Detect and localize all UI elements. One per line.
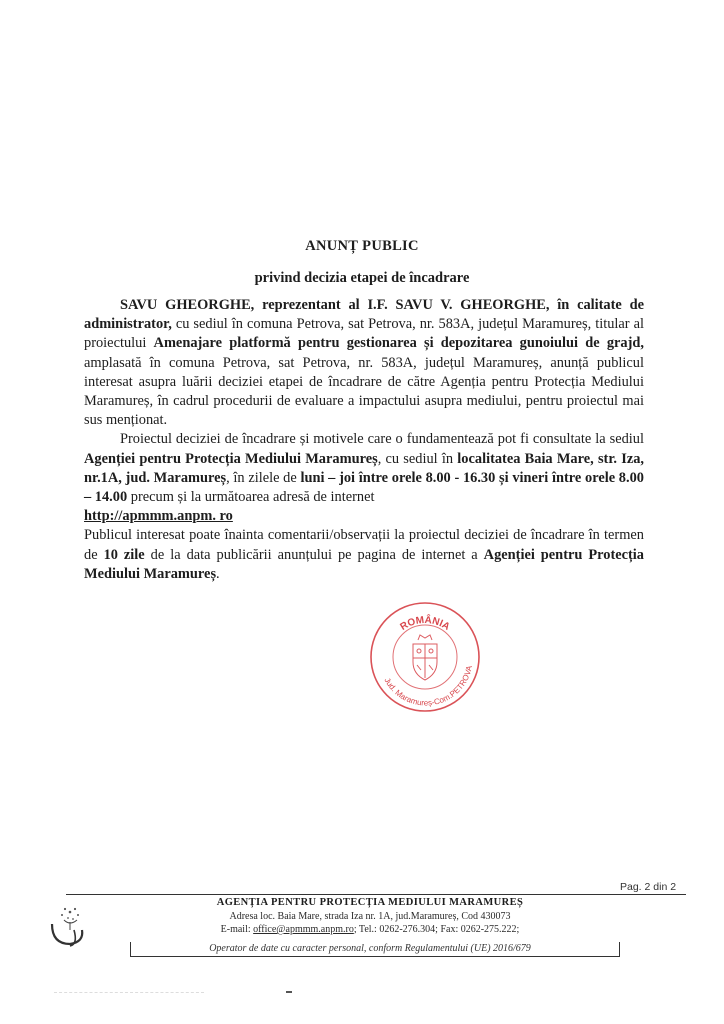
opening-hours: luni – joi între orele 8.00 - 16.30 și vineri între orele 8.00 – 14.00 <box>84 469 644 506</box>
scan-mark <box>54 992 204 993</box>
coat-of-arms-icon <box>413 635 437 680</box>
paragraph-3-text-3: . <box>216 565 220 582</box>
footer-phone-fax: ; Tel.: 0262-276.304; Fax: 0262-275.222; <box>353 924 520 935</box>
page-subtitle: privind decizia etapei de încadrare <box>254 270 470 286</box>
official-stamp <box>368 600 482 714</box>
paragraph-2-text-4: precum și la următoarea adresă de internet <box>127 489 375 506</box>
footer-agency-name: AGENȚIA PENTRU PROTECȚIA MEDIULUI MARAMUREȘ <box>216 897 524 908</box>
agency-name-2: Agenției pentru Protecția Mediului Maramureș <box>84 546 645 582</box>
project-name: Amenajare platformă pentru gestionarea și depozitarea gunoiului de grajd, <box>153 335 644 352</box>
paragraph-1-text-1: cu sediul în comuna Petrova, sat Petrova, nr. 583A, județul Maramureș, titular al proiectului <box>84 316 644 352</box>
website-link[interactable]: http://apmmm.anpm. ro <box>84 508 233 525</box>
agency-logo-icon <box>40 900 100 950</box>
agency-location: localitatea Baia Mare, str. Iza, nr.1A, jud. Maramureș <box>84 450 644 486</box>
page-title: ANUNȚ PUBLIC <box>305 238 419 254</box>
announcement-body <box>84 296 644 584</box>
footer-divider <box>66 894 686 895</box>
applicant-name: SAVU GHEORGHE, reprezentant al I.F. SAVU V. GHEORGHE, în calitate de administrator, <box>84 297 644 333</box>
footer-contact <box>120 923 620 936</box>
page-number: Pag. 2 din 2 <box>620 881 677 893</box>
paragraph-1-text-2: amplasată în comuna Petrova, sat Petrova, nr. 583A, județul Maramureș, anunță publicul interesat asupra luării deciziei etapei de încadrare de către Agenția pentru Protecția Mediului Maramureș, în cadrul procedurii de evaluare a impactului asupra mediului, pentru proiectul mai sus menționat. <box>84 354 644 429</box>
stamp-top-text: ROMÂNIA <box>398 614 452 633</box>
paragraph-2 <box>84 430 644 526</box>
comment-period: 10 zile <box>103 546 145 563</box>
scan-speck <box>286 991 292 993</box>
footer-operator-note: Operator de date cu caracter personal, conform Regulamentului (UE) 2016/679 <box>209 943 531 954</box>
paragraph-3-text-1: Publicul interesat poate înainta comentarii/observații la proiectul deciziei de încadrare în termen de <box>84 527 644 563</box>
footer-address: Adresa loc. Baia Mare, strada Iza nr. 1A, jud.Maramureș, Cod 430073 <box>229 911 511 922</box>
footer <box>120 896 620 936</box>
paragraph-2-text-3: , în zilele de <box>226 469 301 486</box>
stamp-bottom-text: Jud. Maramureș-Com.PETROVA <box>382 664 474 708</box>
footer-email-link[interactable]: office@apmmm.anpm.ro <box>253 924 354 935</box>
paragraph-2-text-1: Proiectul deciziei de încadrare și motivele care o fundamentează pot fi consultate la sediul <box>120 431 644 448</box>
paragraph-1 <box>84 296 644 430</box>
paragraph-2-text-2: , cu sediul în <box>377 450 458 467</box>
paragraph-3-text-2: de la data publicării anunțului pe pagina de internet a <box>144 546 484 563</box>
svg-text:ROMÂNIA <box>398 613 451 633</box>
email-label: E-mail: <box>220 924 254 935</box>
agency-name: Agenției pentru Protecția Mediului Maramureș <box>84 450 378 467</box>
paragraph-3 <box>84 526 644 584</box>
